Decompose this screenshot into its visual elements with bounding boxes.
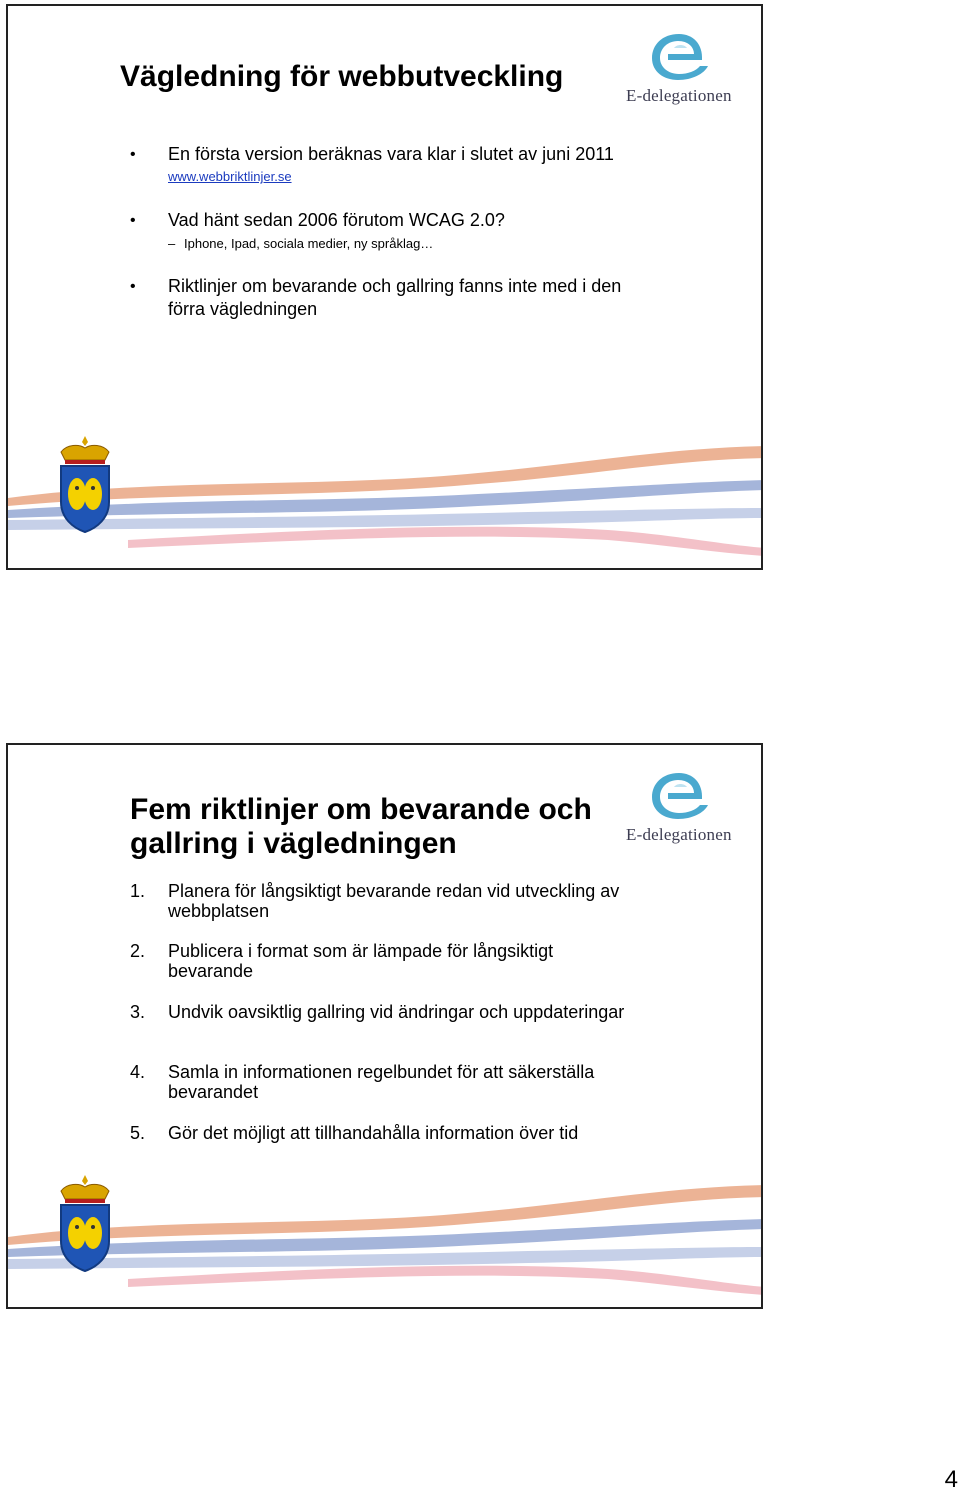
slide-1 xyxy=(6,4,763,570)
bullet-icon: • xyxy=(130,278,136,295)
page-number: 4 xyxy=(944,1466,958,1493)
footer-wave-art xyxy=(8,1157,763,1307)
bullet-icon: • xyxy=(130,212,136,229)
bullet-icon: • xyxy=(130,146,136,163)
footer-wave-art xyxy=(8,418,763,568)
list-item: 2. Publicera i format som är lämpade för långsiktigt bevarande xyxy=(130,941,554,981)
list-item: 5. Gör det möjligt att tillhandahålla information över tid xyxy=(130,1123,579,1143)
coat-of-arms-icon xyxy=(61,1175,109,1271)
webbriktlinjer-link[interactable]: www.webbriktlinjer.se xyxy=(168,169,292,184)
dash-icon: – xyxy=(168,236,176,251)
e-delegationen-logo xyxy=(622,769,742,851)
list-item: 4. Samla in informationen regelbundet för att säkerställa bevarandet xyxy=(130,1062,595,1102)
coat-of-arms-icon xyxy=(61,436,109,532)
e-delegationen-logo xyxy=(622,30,742,112)
slide-title: Fem riktlinjer om bevarande och gallring i vägledningen xyxy=(130,793,592,860)
e-swirl-icon xyxy=(644,769,714,823)
bullet-item: • Vad hänt sedan 2006 förutom WCAG 2.0? xyxy=(130,210,505,230)
slide-title: Vägledning för webbutveckling xyxy=(120,60,564,93)
sub-bullet-item: – Iphone, Ipad, sociala medier, ny språklag… xyxy=(168,236,434,251)
slide-2 xyxy=(6,743,763,1309)
e-swirl-icon xyxy=(644,30,714,84)
logo-text: E-delegationen xyxy=(626,86,732,105)
list-item: 1. Planera för långsiktigt bevarande redan vid utveckling av webbplatsen xyxy=(130,881,620,921)
bullet-item: • Riktlinjer om bevarande och gallring fanns inte med i den förra vägledningen xyxy=(130,276,622,319)
logo-text: E-delegationen xyxy=(626,825,732,844)
bullet-item: • En första version beräknas vara klar i slutet av juni 2011 xyxy=(130,144,614,164)
list-item: 3. Undvik oavsiktlig gallring vid ändringar och uppdateringar xyxy=(130,1002,625,1022)
